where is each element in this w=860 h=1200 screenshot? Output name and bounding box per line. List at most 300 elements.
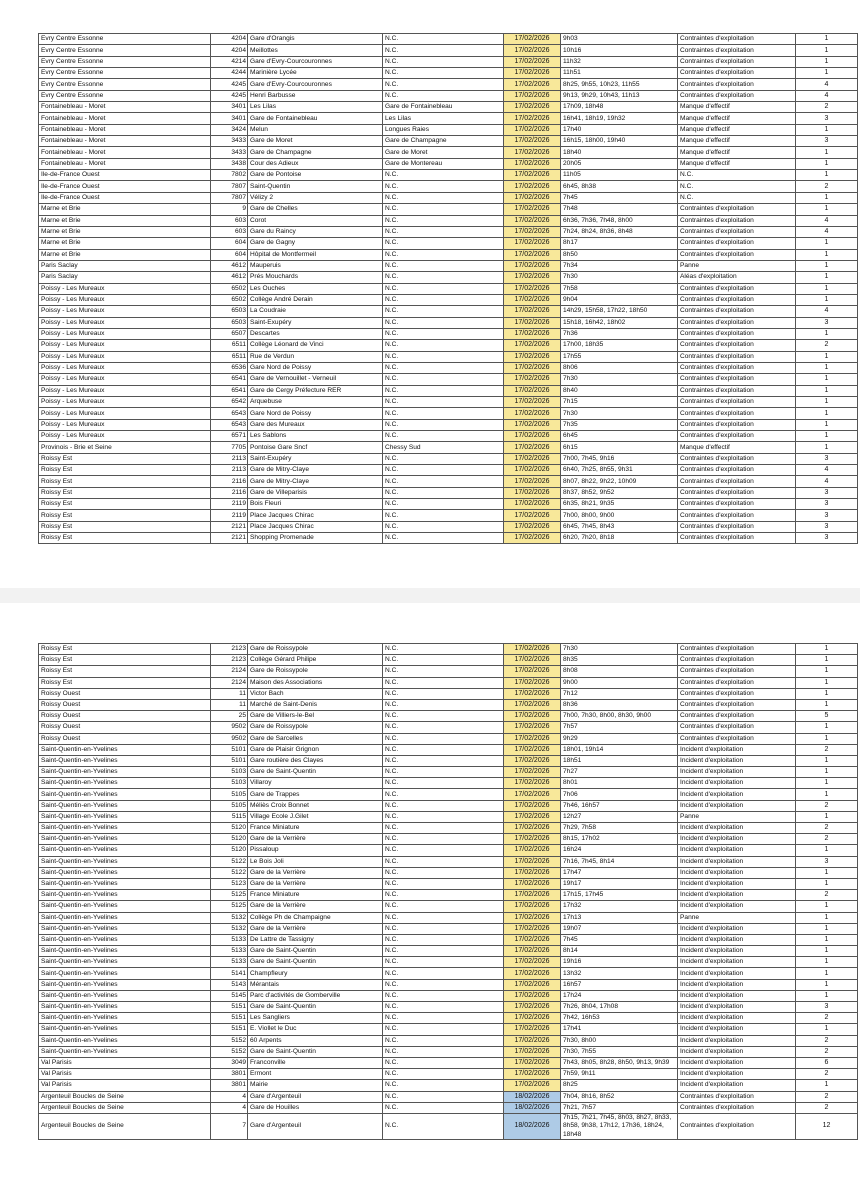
departure-times-cell: 7h21, 7h57 [561, 1102, 678, 1113]
from-stop-cell: Place Jacques Chirac [248, 510, 383, 521]
count-cell: 1 [796, 688, 858, 699]
to-stop-cell: N.C. [383, 767, 504, 778]
count-cell: 2 [796, 800, 858, 811]
from-stop-cell: Meillottes [248, 45, 383, 56]
to-stop-cell: N.C. [383, 655, 504, 666]
departure-times-cell: 7h29, 7h58 [561, 823, 678, 834]
count-cell: 1 [796, 957, 858, 968]
from-stop-cell: Gare de Mitry-Claye [248, 465, 383, 476]
from-stop-cell: Saint-Exupéry [248, 317, 383, 328]
line-number-cell: 5122 [211, 856, 248, 867]
departure-times-cell: 7h26, 8h04, 17h08 [561, 1002, 678, 1013]
reason-cell: Manque d'effectif [678, 136, 796, 147]
table-row [39, 1102, 858, 1113]
from-stop-cell: Gare de Villiers-le-Bel [248, 711, 383, 722]
to-stop-cell: N.C. [383, 215, 504, 226]
from-stop-cell: De Lattre de Tassigny [248, 934, 383, 945]
count-cell: 1 [796, 655, 858, 666]
network-cell: Fontainebleau - Moret [39, 136, 211, 147]
table-row [39, 1046, 858, 1057]
from-stop-cell: Gare de Saint-Quentin [248, 1046, 383, 1057]
line-number-cell: 3049 [211, 1057, 248, 1068]
reason-cell: Incident d'exploitation [678, 957, 796, 968]
date-cell: 17/02/2026 [504, 79, 561, 90]
network-cell: Fontainebleau - Moret [39, 158, 211, 169]
date-cell: 17/02/2026 [504, 374, 561, 385]
table-row [39, 901, 858, 912]
count-cell: 1 [796, 990, 858, 1001]
departure-times-cell: 17h55 [561, 351, 678, 362]
departure-times-cell: 7h30 [561, 272, 678, 283]
date-cell: 17/02/2026 [504, 317, 561, 328]
from-stop-cell: Gare d'Evry-Courcouronnes [248, 56, 383, 67]
line-number-cell: 6511 [211, 340, 248, 351]
count-cell: 1 [796, 946, 858, 957]
to-stop-cell: N.C. [383, 34, 504, 45]
reason-cell: Incident d'exploitation [678, 845, 796, 856]
departure-times-cell: 8h06 [561, 362, 678, 373]
date-cell: 17/02/2026 [504, 362, 561, 373]
to-stop-cell: N.C. [383, 351, 504, 362]
to-stop-cell: N.C. [383, 1002, 504, 1013]
count-cell: 1 [796, 789, 858, 800]
network-cell: Roissy Est [39, 666, 211, 677]
table-row [39, 1069, 858, 1080]
line-number-cell: 5103 [211, 767, 248, 778]
line-number-cell: 5132 [211, 912, 248, 923]
line-number-cell: 3424 [211, 124, 248, 135]
to-stop-cell: Chessy Sud [383, 442, 504, 453]
from-stop-cell: Arquebuse [248, 397, 383, 408]
reason-cell: Contraintes d'exploitation [678, 699, 796, 710]
from-stop-cell: Gare de Moret [248, 136, 383, 147]
reason-cell: Incident d'exploitation [678, 901, 796, 912]
count-cell: 1 [796, 351, 858, 362]
count-cell: 1 [796, 374, 858, 385]
count-cell: 4 [796, 226, 858, 237]
from-stop-cell: Gare de Roissypole [248, 644, 383, 655]
from-stop-cell: Shopping Promenade [248, 533, 383, 544]
from-stop-cell: Gare de Saint-Quentin [248, 957, 383, 968]
to-stop-cell: N.C. [383, 453, 504, 464]
date-cell: 17/02/2026 [504, 755, 561, 766]
from-stop-cell: Gare Nord de Poissy [248, 408, 383, 419]
count-cell: 1 [796, 158, 858, 169]
departure-times-cell: 8h36 [561, 699, 678, 710]
departure-times-cell: 7h15, 7h21, 7h45, 8h03, 8h27, 8h33, 8h58, 9h38, 17h12, 17h36, 18h24, 18h48 [561, 1113, 678, 1139]
table-row [39, 260, 858, 271]
count-cell: 1 [796, 733, 858, 744]
to-stop-cell: N.C. [383, 778, 504, 789]
from-stop-cell: Marché de Saint-Denis [248, 699, 383, 710]
date-cell: 17/02/2026 [504, 442, 561, 453]
count-cell: 3 [796, 510, 858, 521]
cancellations-table-page-2 [38, 643, 858, 1140]
table-row [39, 923, 858, 934]
line-number-cell: 5151 [211, 1024, 248, 1035]
reason-cell: Contraintes d'exploitation [678, 521, 796, 532]
date-cell: 18/02/2026 [504, 1102, 561, 1113]
table-row [39, 1035, 858, 1046]
count-cell: 1 [796, 767, 858, 778]
network-cell: Roissy Ouest [39, 711, 211, 722]
departure-times-cell: 7h34 [561, 260, 678, 271]
table-row [39, 957, 858, 968]
line-number-cell: 2124 [211, 677, 248, 688]
from-stop-cell: Corot [248, 215, 383, 226]
table-row [39, 136, 858, 147]
table-row [39, 800, 858, 811]
network-cell: Poissy - Les Mureaux [39, 408, 211, 419]
reason-cell: Contraintes d'exploitation [678, 453, 796, 464]
line-number-cell: 5151 [211, 1013, 248, 1024]
from-stop-cell: Gare du Raincy [248, 226, 383, 237]
date-cell: 17/02/2026 [504, 867, 561, 878]
to-stop-cell: N.C. [383, 946, 504, 957]
to-stop-cell: N.C. [383, 465, 504, 476]
table-row [39, 192, 858, 203]
network-cell: Poissy - Les Mureaux [39, 374, 211, 385]
reason-cell: Incident d'exploitation [678, 744, 796, 755]
from-stop-cell: Gare de Trappes [248, 789, 383, 800]
line-number-cell: 5152 [211, 1046, 248, 1057]
table-row [39, 744, 858, 755]
from-stop-cell: Village Ecole J.Gilet [248, 811, 383, 822]
count-cell: 1 [796, 644, 858, 655]
departure-times-cell: 9h00 [561, 677, 678, 688]
date-cell: 17/02/2026 [504, 181, 561, 192]
to-stop-cell: N.C. [383, 867, 504, 878]
date-cell: 17/02/2026 [504, 90, 561, 101]
table-row [39, 465, 858, 476]
departure-times-cell: 8h25, 9h55, 10h23, 11h55 [561, 79, 678, 90]
count-cell: 1 [796, 755, 858, 766]
reason-cell: Contraintes d'exploitation [678, 408, 796, 419]
to-stop-cell: N.C. [383, 260, 504, 271]
count-cell: 1 [796, 294, 858, 305]
table-row [39, 867, 858, 878]
departure-times-cell: 7h30, 8h00 [561, 1035, 678, 1046]
departure-times-cell: 13h32 [561, 968, 678, 979]
date-cell: 17/02/2026 [504, 419, 561, 430]
network-cell: Saint-Quentin-en-Yvelines [39, 878, 211, 889]
from-stop-cell: Collège Gérard Philipe [248, 655, 383, 666]
line-number-cell: 5145 [211, 990, 248, 1001]
to-stop-cell: N.C. [383, 283, 504, 294]
departure-times-cell: 15h18, 16h42, 18h02 [561, 317, 678, 328]
line-number-cell: 603 [211, 215, 248, 226]
to-stop-cell: N.C. [383, 533, 504, 544]
from-stop-cell: Gare de Saint-Quentin [248, 767, 383, 778]
reason-cell: Incident d'exploitation [678, 1057, 796, 1068]
to-stop-cell: N.C. [383, 733, 504, 744]
from-stop-cell: Gare d'Argenteuil [248, 1113, 383, 1139]
date-cell: 17/02/2026 [504, 823, 561, 834]
count-cell: 1 [796, 845, 858, 856]
from-stop-cell: Pissaloup [248, 845, 383, 856]
count-cell: 3 [796, 521, 858, 532]
table-row [39, 34, 858, 45]
to-stop-cell: N.C. [383, 968, 504, 979]
count-cell: 4 [796, 90, 858, 101]
reason-cell: Incident d'exploitation [678, 1080, 796, 1091]
date-cell: 17/02/2026 [504, 946, 561, 957]
to-stop-cell: N.C. [383, 170, 504, 181]
reason-cell: Contraintes d'exploitation [678, 733, 796, 744]
from-stop-cell: Gare de Champagne [248, 147, 383, 158]
network-cell: Paris Saclay [39, 260, 211, 271]
departure-times-cell: 7h16, 7h45, 8h14 [561, 856, 678, 867]
reason-cell: Contraintes d'exploitation [678, 374, 796, 385]
from-stop-cell: La Coudraie [248, 306, 383, 317]
count-cell: 3 [796, 499, 858, 510]
reason-cell: Contraintes d'exploitation [678, 476, 796, 487]
from-stop-cell: Collège André Derain [248, 294, 383, 305]
line-number-cell: 5132 [211, 923, 248, 934]
reason-cell: Contraintes d'exploitation [678, 362, 796, 373]
network-cell: Saint-Quentin-en-Yvelines [39, 968, 211, 979]
table-row [39, 204, 858, 215]
date-cell: 17/02/2026 [504, 1069, 561, 1080]
network-cell: Roissy Est [39, 453, 211, 464]
table-row [39, 677, 858, 688]
table-row [39, 362, 858, 373]
reason-cell: Manque d'effectif [678, 147, 796, 158]
reason-cell: Incident d'exploitation [678, 1024, 796, 1035]
reason-cell: N.C. [678, 192, 796, 203]
departure-times-cell: 16h15, 18h00, 19h40 [561, 136, 678, 147]
count-cell: 1 [796, 968, 858, 979]
network-cell: Argenteuil Boucles de Seine [39, 1113, 211, 1139]
to-stop-cell: Gare de Montereau [383, 158, 504, 169]
to-stop-cell: N.C. [383, 811, 504, 822]
from-stop-cell: Les Lilas [248, 102, 383, 113]
table-row [39, 181, 858, 192]
table-row [39, 328, 858, 339]
line-number-cell: 604 [211, 238, 248, 249]
line-number-cell: 6543 [211, 408, 248, 419]
network-cell: Saint-Quentin-en-Yvelines [39, 1013, 211, 1024]
reason-cell: Contraintes d'exploitation [678, 677, 796, 688]
table-row [39, 990, 858, 1001]
count-cell: 1 [796, 385, 858, 396]
table-row [39, 521, 858, 532]
departure-times-cell: 11h05 [561, 170, 678, 181]
table-row [39, 890, 858, 901]
departure-times-cell: 7h45 [561, 934, 678, 945]
network-cell: Saint-Quentin-en-Yvelines [39, 912, 211, 923]
reason-cell: Contraintes d'exploitation [678, 644, 796, 655]
to-stop-cell: N.C. [383, 845, 504, 856]
network-cell: Saint-Quentin-en-Yvelines [39, 957, 211, 968]
count-cell: 12 [796, 1113, 858, 1139]
table-row [39, 533, 858, 544]
date-cell: 17/02/2026 [504, 283, 561, 294]
page-1 [0, 0, 860, 588]
date-cell: 17/02/2026 [504, 767, 561, 778]
line-number-cell: 6502 [211, 294, 248, 305]
network-cell: Roissy Est [39, 510, 211, 521]
departure-times-cell: 8h07, 8h22, 9h22, 10h09 [561, 476, 678, 487]
reason-cell: Contraintes d'exploitation [678, 431, 796, 442]
from-stop-cell: Pontoise Gare Sncf [248, 442, 383, 453]
to-stop-cell: N.C. [383, 499, 504, 510]
network-cell: Saint-Quentin-en-Yvelines [39, 845, 211, 856]
count-cell: 1 [796, 408, 858, 419]
to-stop-cell: N.C. [383, 56, 504, 67]
network-cell: Val Parisis [39, 1080, 211, 1091]
date-cell: 17/02/2026 [504, 385, 561, 396]
departure-times-cell: 19h07 [561, 923, 678, 934]
reason-cell: Incident d'exploitation [678, 789, 796, 800]
departure-times-cell: 7h00, 8h00, 9h00 [561, 510, 678, 521]
date-cell: 17/02/2026 [504, 744, 561, 755]
from-stop-cell: Gare de la Verrière [248, 901, 383, 912]
network-cell: Evry Centre Essonne [39, 34, 211, 45]
date-cell: 17/02/2026 [504, 1057, 561, 1068]
from-stop-cell: Gare de Houilles [248, 1102, 383, 1113]
reason-cell: Contraintes d'exploitation [678, 397, 796, 408]
count-cell: 1 [796, 238, 858, 249]
table-row [39, 68, 858, 79]
from-stop-cell: Rue de Verdun [248, 351, 383, 362]
reason-cell: Contraintes d'exploitation [678, 666, 796, 677]
network-cell: Argenteuil Boucles de Seine [39, 1091, 211, 1102]
date-cell: 17/02/2026 [504, 533, 561, 544]
reason-cell: Incident d'exploitation [678, 755, 796, 766]
line-number-cell: 7705 [211, 442, 248, 453]
network-cell: Saint-Quentin-en-Yvelines [39, 934, 211, 945]
date-cell: 17/02/2026 [504, 655, 561, 666]
date-cell: 17/02/2026 [504, 170, 561, 181]
count-cell: 4 [796, 306, 858, 317]
to-stop-cell: N.C. [383, 878, 504, 889]
count-cell: 1 [796, 272, 858, 283]
to-stop-cell: N.C. [383, 711, 504, 722]
table-row [39, 666, 858, 677]
departure-times-cell: 6h15 [561, 442, 678, 453]
to-stop-cell: N.C. [383, 699, 504, 710]
date-cell: 17/02/2026 [504, 1035, 561, 1046]
date-cell: 17/02/2026 [504, 238, 561, 249]
to-stop-cell: N.C. [383, 226, 504, 237]
network-cell: Roissy Ouest [39, 688, 211, 699]
from-stop-cell: Descartes [248, 328, 383, 339]
from-stop-cell: Gare routière des Clayes [248, 755, 383, 766]
count-cell: 1 [796, 260, 858, 271]
line-number-cell: 9502 [211, 733, 248, 744]
count-cell: 2 [796, 890, 858, 901]
from-stop-cell: Collège Léonard de Vinci [248, 340, 383, 351]
table-row [39, 1057, 858, 1068]
reason-cell: Manque d'effectif [678, 158, 796, 169]
date-cell: 17/02/2026 [504, 397, 561, 408]
departure-times-cell: 9h13, 9h29, 10h43, 11h13 [561, 90, 678, 101]
to-stop-cell: N.C. [383, 328, 504, 339]
network-cell: Evry Centre Essonne [39, 90, 211, 101]
line-number-cell: 2119 [211, 510, 248, 521]
network-cell: Saint-Quentin-en-Yvelines [39, 979, 211, 990]
line-number-cell: 5103 [211, 778, 248, 789]
network-cell: Evry Centre Essonne [39, 79, 211, 90]
date-cell: 17/02/2026 [504, 226, 561, 237]
count-cell: 1 [796, 1080, 858, 1091]
count-cell: 4 [796, 465, 858, 476]
line-number-cell: 3433 [211, 147, 248, 158]
date-cell: 17/02/2026 [504, 521, 561, 532]
reason-cell: Contraintes d'exploitation [678, 1091, 796, 1102]
table-row [39, 306, 858, 317]
network-cell: Fontainebleau - Moret [39, 147, 211, 158]
to-stop-cell: N.C. [383, 856, 504, 867]
from-stop-cell: Villaroy [248, 778, 383, 789]
departure-times-cell: 7h30 [561, 408, 678, 419]
from-stop-cell: Hôpital de Montfermeil [248, 249, 383, 260]
from-stop-cell: Les Sangliers [248, 1013, 383, 1024]
departure-times-cell: 18h51 [561, 755, 678, 766]
network-cell: Poissy - Les Mureaux [39, 283, 211, 294]
count-cell: 1 [796, 204, 858, 215]
to-stop-cell: N.C. [383, 957, 504, 968]
date-cell: 17/02/2026 [504, 1013, 561, 1024]
reason-cell: Contraintes d'exploitation [678, 215, 796, 226]
date-cell: 17/02/2026 [504, 68, 561, 79]
from-stop-cell: Victor Bach [248, 688, 383, 699]
from-stop-cell: France Miniature [248, 823, 383, 834]
network-cell: Saint-Quentin-en-Yvelines [39, 990, 211, 1001]
table-row [39, 1091, 858, 1102]
network-cell: Roissy Est [39, 499, 211, 510]
network-cell: Poissy - Les Mureaux [39, 351, 211, 362]
reason-cell: Contraintes d'exploitation [678, 688, 796, 699]
date-cell: 17/02/2026 [504, 677, 561, 688]
page-2 [0, 603, 860, 1200]
network-cell: Marne et Brie [39, 249, 211, 260]
from-stop-cell: Gare de Mitry-Claye [248, 476, 383, 487]
line-number-cell: 7807 [211, 192, 248, 203]
reason-cell: Manque d'effectif [678, 442, 796, 453]
network-cell: Saint-Quentin-en-Yvelines [39, 867, 211, 878]
network-cell: Saint-Quentin-en-Yvelines [39, 755, 211, 766]
to-stop-cell: N.C. [383, 755, 504, 766]
from-stop-cell: Place Jacques Chirac [248, 521, 383, 532]
table-row [39, 487, 858, 498]
to-stop-cell: N.C. [383, 677, 504, 688]
network-cell: Saint-Quentin-en-Yvelines [39, 946, 211, 957]
date-cell: 17/02/2026 [504, 1046, 561, 1057]
departure-times-cell: 8h17 [561, 238, 678, 249]
from-stop-cell: Cour des Adieux [248, 158, 383, 169]
date-cell: 17/02/2026 [504, 340, 561, 351]
from-stop-cell: Henri Barbusse [248, 90, 383, 101]
from-stop-cell: Gare Nord de Poissy [248, 362, 383, 373]
departure-times-cell: 6h40, 7h25, 8h55, 9h31 [561, 465, 678, 476]
to-stop-cell: N.C. [383, 923, 504, 934]
reason-cell: Contraintes d'exploitation [678, 306, 796, 317]
to-stop-cell: N.C. [383, 1113, 504, 1139]
reason-cell: Incident d'exploitation [678, 923, 796, 934]
count-cell: 1 [796, 934, 858, 945]
departure-times-cell: 14h29, 15h58, 17h22, 18h50 [561, 306, 678, 317]
to-stop-cell: N.C. [383, 1057, 504, 1068]
to-stop-cell: N.C. [383, 1024, 504, 1035]
departure-times-cell: 16h57 [561, 979, 678, 990]
date-cell: 17/02/2026 [504, 328, 561, 339]
count-cell: 4 [796, 79, 858, 90]
line-number-cell: 604 [211, 249, 248, 260]
count-cell: 2 [796, 340, 858, 351]
from-stop-cell: Gare de Fontainebleau [248, 113, 383, 124]
